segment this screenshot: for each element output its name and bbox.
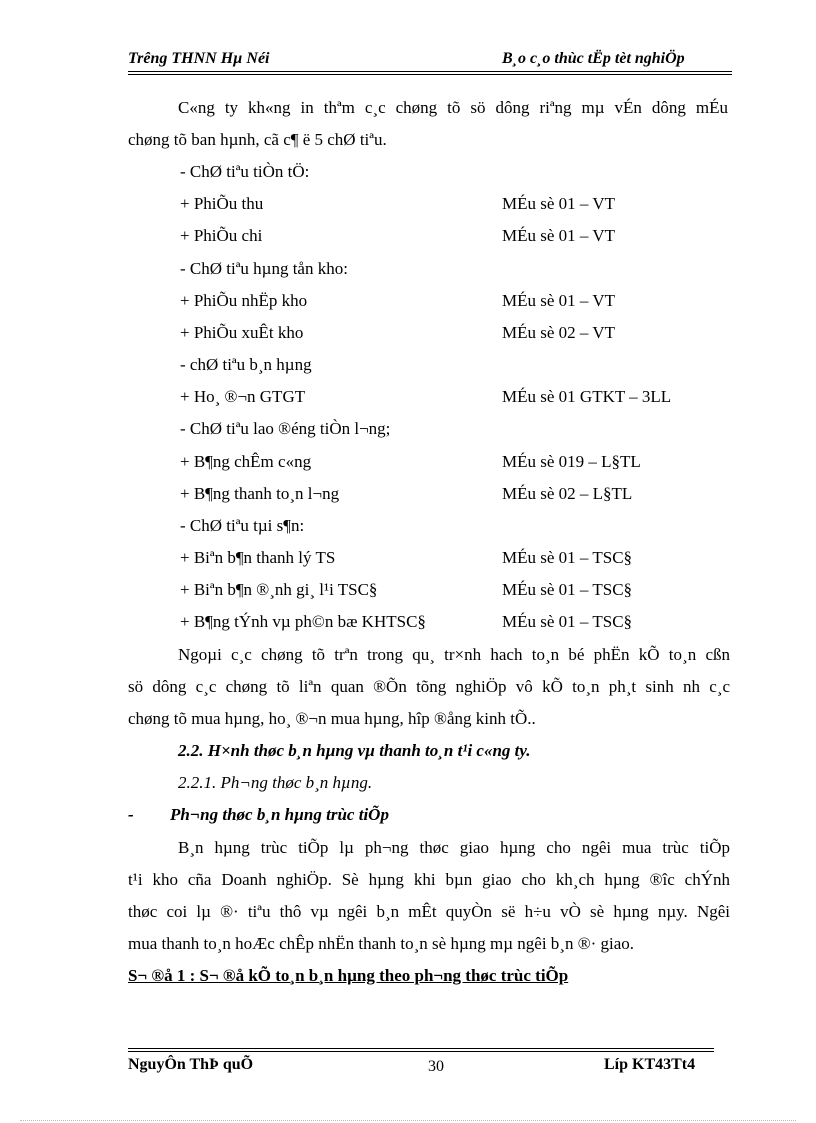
list-item-form: MÉu sè 01 – VT <box>502 194 616 213</box>
list-item: - ChØ tiªu tµi s¶n: <box>180 516 305 535</box>
para3-line-3: thøc coi lµ ®· tiªu thô vµ ngêi b¸n mÊt quyÒn së h÷u vÒ sè hµng nµy. Ngêi <box>128 902 730 921</box>
footer-rule <box>128 1048 714 1049</box>
list-item: + PhiÕu thu <box>180 194 264 213</box>
list-item: + PhiÕu chi <box>180 226 263 245</box>
para2-line-3: chøng tõ mua hµng, ho¸ ®¬n mua hµng, hîp ®ång kinh tÕ.. <box>128 709 536 728</box>
list-item: + B¶ng chÊm c«ng <box>180 452 312 471</box>
list-item: + B¶ng thanh to¸n l¬ng <box>180 484 340 503</box>
header-rule <box>128 71 732 72</box>
subsection-heading: Ph¬ng thøc b¸n hµng trùc tiÕp <box>170 805 389 824</box>
list-item-form: MÉu sè 02 – L§TL <box>502 484 633 503</box>
section-heading-2-2: 2.2. H×nh thøc b¸n hµng vµ thanh to¸n t¹i c«ng ty. <box>178 741 531 760</box>
para2-line-1: Ngoµi c¸c chøng tõ trªn trong qu¸ tr×nh hach to¸n bé phËn kÕ to¸n cßn <box>178 645 730 664</box>
diagram-title: S¬ ®å 1 : S¬ ®å kÕ to¸n b¸n hµng theo ph¬ng thøc trùc tiÕp <box>128 966 569 985</box>
footer-author: NguyÔn ThÞ quÕ <box>128 1056 254 1073</box>
list-item: - ChØ tiªu lao ®éng tiÒn l¬ng; <box>180 419 391 438</box>
intro-line-2: chøng tõ ban hµnh, cã c¶ ë 5 chØ tiªu. <box>128 130 387 149</box>
list-item-form: MÉu sè 01 – TSC§ <box>502 612 633 631</box>
list-item: + PhiÕu xuÊt kho <box>180 323 304 342</box>
para3-line-1: B¸n hµng trùc tiÕp lµ ph¬ng thøc giao hµng cho ngêi mua trùc tiÕp <box>178 838 730 857</box>
footer-rule-thin <box>128 1051 714 1052</box>
list-item: + Biªn b¶n thanh lý TS <box>180 548 336 567</box>
list-item-form: MÉu sè 019 – L§TL <box>502 452 641 471</box>
list-item: + PhiÕu nhËp kho <box>180 291 308 310</box>
para3-line-2: t¹i kho cña Doanh nghiÖp. Sè hµng khi bµn giao cho kh¸ch hµng ®îc chÝnh <box>128 870 730 889</box>
para3-line-4: mua thanh to¸n hoÆc chÊp nhËn thanh to¸n sè hµng mµ ngêi b¸n ®· giao. <box>128 934 635 953</box>
header-school: Trêng THNN Hµ Néi <box>128 50 270 67</box>
section-heading-2-2-1: 2.2.1. Ph¬ng thøc b¸n hµng. <box>178 773 373 792</box>
footer-class: Líp KT43Tt4 <box>604 1056 696 1073</box>
header-report-title: B¸o c¸o thùc tËp tèt nghiÖp <box>502 50 685 67</box>
list-item-form: MÉu sè 02 – VT <box>502 323 616 342</box>
header-rule-thin <box>128 74 732 75</box>
page-bottom-border <box>20 1120 796 1121</box>
list-item-form: MÉu sè 01 – VT <box>502 226 616 245</box>
list-item: + Ho¸ ®¬n GTGT <box>180 387 306 406</box>
list-item-form: MÉu sè 01 – TSC§ <box>502 548 633 567</box>
list-item: + B¶ng tÝnh vµ ph©n bæ KHTSC§ <box>180 612 426 631</box>
subsection-dash: - <box>128 805 134 824</box>
list-item: - ChØ tiªu hµng tån kho: <box>180 259 348 278</box>
list-item-form: MÉu sè 01 – VT <box>502 291 616 310</box>
list-item-form: MÉu sè 01 GTKT – 3LL <box>502 387 672 406</box>
intro-line-1: C«ng ty kh«ng in thªm c¸c chøng tõ sö dông riªng mµ vÉn dông mÉu <box>178 98 728 117</box>
list-item: + Biªn b¶n ®¸nh gi¸ l¹i TSC§ <box>180 580 378 599</box>
page-number: 30 <box>428 1058 444 1075</box>
list-item: - chØ tiªu b¸n hµng <box>180 355 312 374</box>
list-item: - ChØ tiªu tiÒn tÖ: <box>180 162 310 181</box>
list-item-form: MÉu sè 01 – TSC§ <box>502 580 633 599</box>
para2-line-2: sö dông c¸c chøng tõ liªn quan ®Õn tõng nghiÖp vô kÕ to¸n ph¸t sinh nh c¸c <box>128 677 730 696</box>
